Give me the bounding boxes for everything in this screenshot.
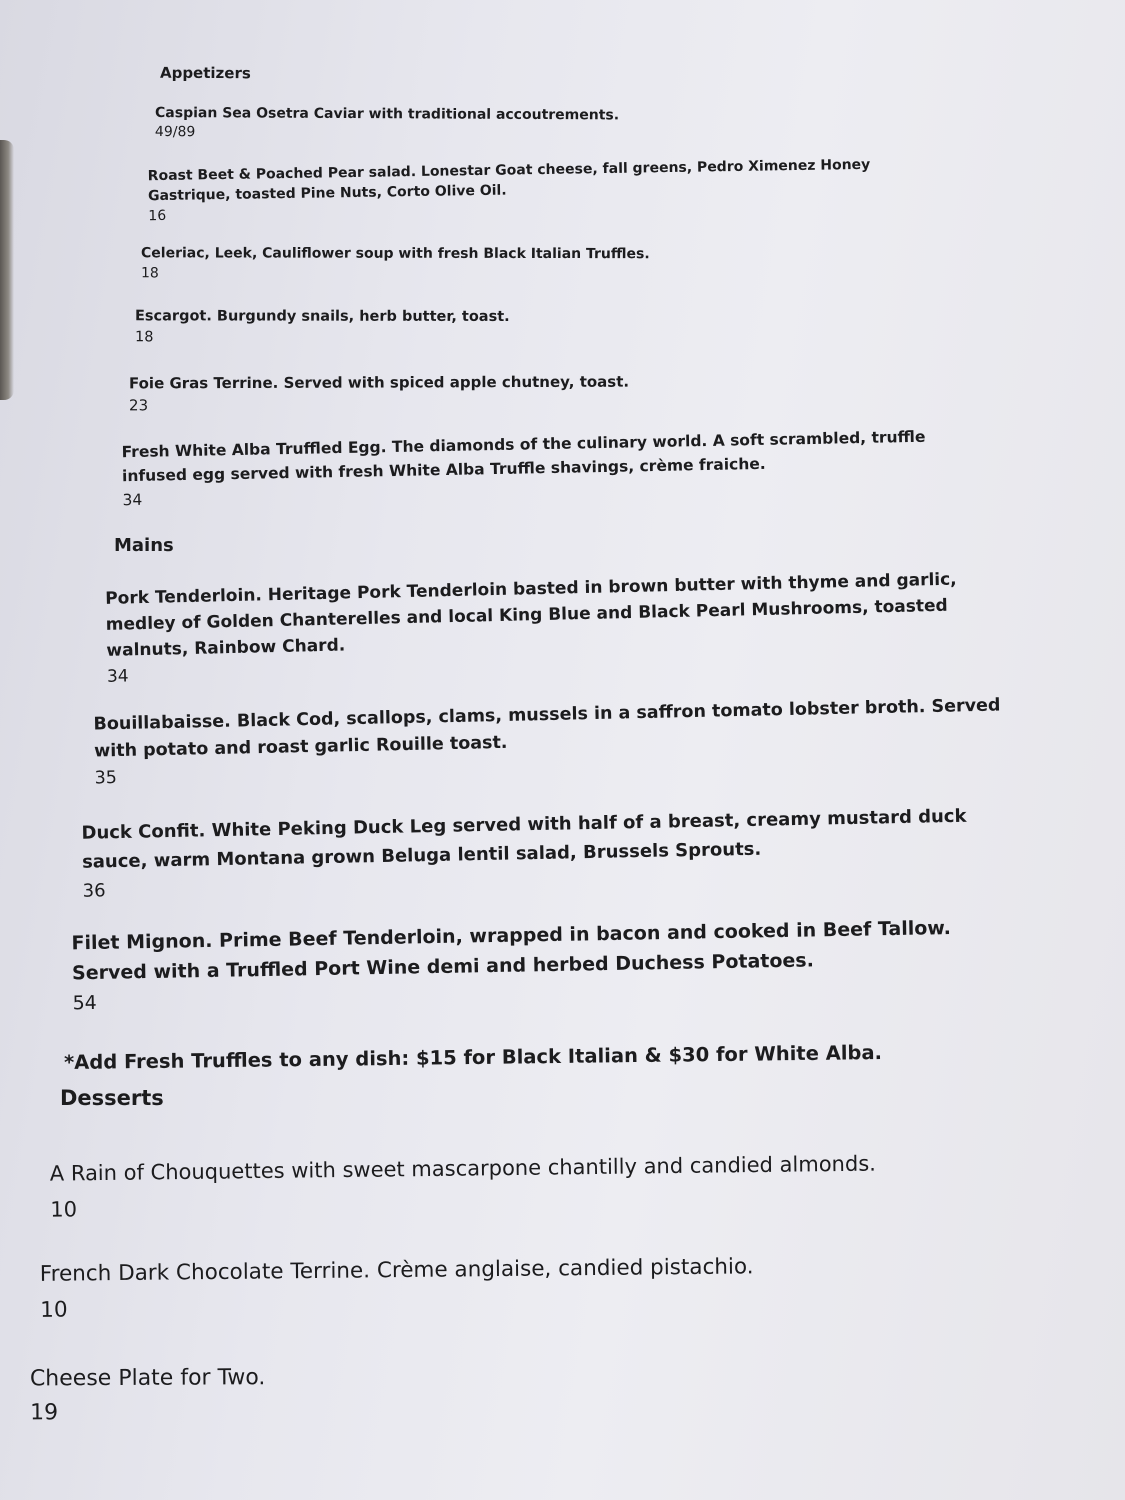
item-price: 10 bbox=[50, 1197, 78, 1222]
item-description: A Rain of Chouquettes with sweet mascarpone chantilly and candied almonds. bbox=[49, 1151, 877, 1186]
item-price: 19 bbox=[30, 1400, 59, 1426]
item-description: Duck Confit. White Peking Duck Leg served with half of a breast, creamy mustard duck sauce, warm Montana grown Beluga lentil salad, Brussels Sprouts. bbox=[81, 805, 967, 873]
menu-item bbox=[135, 306, 925, 349]
section-title-appetizers: Appetizers bbox=[159, 63, 251, 83]
item-price: 49/89 bbox=[154, 124, 196, 141]
item-description: Caspian Sea Osetra Caviar with traditional accoutrements. bbox=[155, 105, 620, 124]
item-price: 10 bbox=[40, 1297, 68, 1323]
item-price: 34 bbox=[122, 490, 143, 510]
item-price: 23 bbox=[129, 396, 149, 415]
section-title-desserts: Desserts bbox=[60, 1086, 164, 1110]
menu-item bbox=[129, 370, 919, 417]
menu-item bbox=[93, 692, 1004, 792]
item-description: Celeriac, Leek, Cauliflower soup with fresh Black Italian Truffles. bbox=[141, 245, 650, 263]
item-price: 16 bbox=[148, 207, 167, 225]
menu-item bbox=[148, 154, 939, 226]
item-description: Roast Beet & Poached Pear salad. Lonestar Goat cheese, fall greens, Pedro Ximenez Honey Gastrique, toasted Pine Nuts, Corto Olive Oil. bbox=[147, 156, 871, 205]
item-price: 35 bbox=[94, 768, 118, 789]
item-price: 18 bbox=[134, 329, 154, 346]
item-price: 18 bbox=[140, 265, 159, 282]
item-description: Escargot. Burgundy snails, herb butter, toast. bbox=[135, 308, 510, 325]
menu-item bbox=[50, 1144, 971, 1227]
menu-item bbox=[155, 104, 915, 146]
item-description: Fresh White Alba Truffled Egg. The diamonds of the culinary world. A soft scrambled, truffle infused egg served with fresh White Alba Truffle shavings, crème fraiche. bbox=[121, 427, 926, 486]
item-price: 34 bbox=[106, 666, 129, 687]
menu-item bbox=[121, 424, 977, 512]
menu-item bbox=[40, 1247, 961, 1329]
menu-item bbox=[71, 912, 1032, 1019]
menu-item bbox=[30, 1358, 950, 1431]
item-description: Bouillabaisse. Black Cod, scallops, clams, mussels in a saffron tomato lobster broth. Served with potato and roast garlic Rouille toast. bbox=[93, 695, 1001, 762]
menu-item bbox=[81, 801, 993, 905]
item-description: French Dark Chocolate Terrine. Crème anglaise, candied pistachio. bbox=[39, 1254, 754, 1287]
item-description: Foie Gras Terrine. Served with spiced apple chutney, toast. bbox=[128, 372, 630, 393]
item-description: Filet Mignon. Prime Beef Tenderloin, wrapped in bacon and cooked in Beef Tallow. Served with a Truffled Port Wine demi and herbed Duchess Potatoes. bbox=[71, 917, 952, 985]
section-title-mains: Mains bbox=[114, 535, 174, 556]
item-description: Pork Tenderloin. Heritage Pork Tenderloin basted in brown butter with thyme and garlic, medley of Golden Chanterelles and local King Blue and Black Pearl Mushrooms, toasted walnuts, Rainbow Chard. bbox=[105, 569, 957, 661]
menu-item bbox=[141, 243, 931, 284]
item-price: 36 bbox=[82, 880, 106, 902]
truffle-addon-note: *Add Fresh Truffles to any dish: $15 for Black Italian & $30 for White Alba. bbox=[63, 1041, 883, 1075]
menu-item bbox=[105, 566, 977, 690]
item-description: Cheese Plate for Two. bbox=[29, 1365, 266, 1392]
item-price: 54 bbox=[72, 991, 97, 1015]
